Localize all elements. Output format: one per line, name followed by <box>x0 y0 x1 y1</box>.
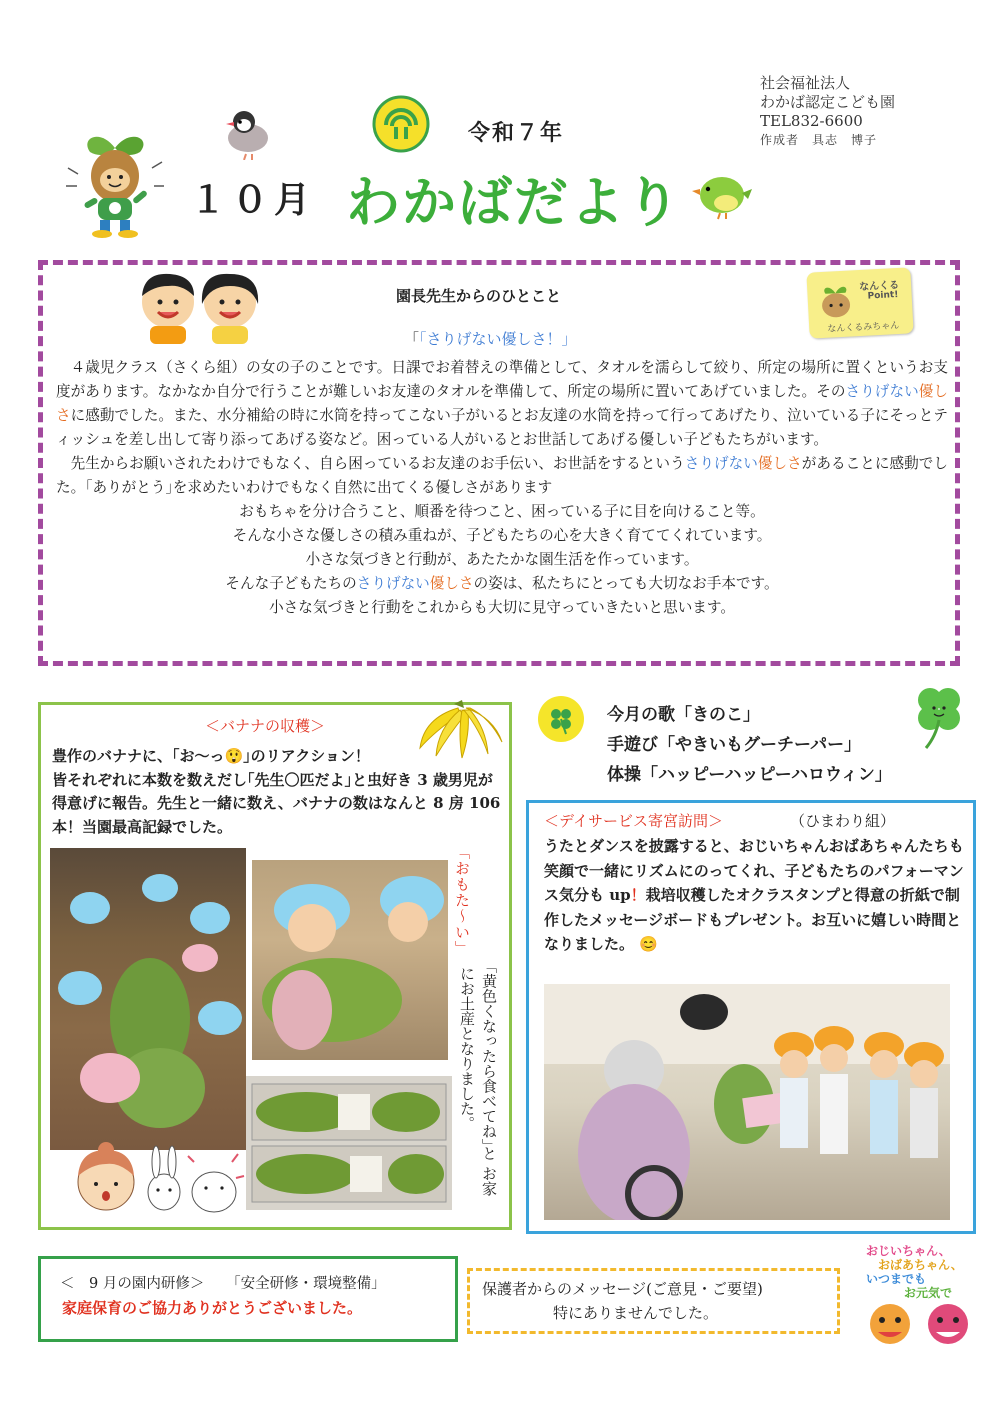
seedling-face-icon <box>815 280 857 322</box>
keyword-span: 優しさ <box>757 455 802 472</box>
principal-line: 小さな気づきと行動をこれからも大切に見守っていきたいと思います。 <box>269 599 735 616</box>
training-thanks: 家庭保育のご協力ありがとうございました。 <box>62 1299 363 1317</box>
stay-healthy-illustration <box>860 1240 978 1346</box>
text-span: 栽培収穫したオクラスタンプと得意の折紙で制作したメッセージボードもプレゼント。お互いに嬉しい時間となりました。 <box>544 886 962 953</box>
exclamation: ！ <box>630 886 646 904</box>
clover-badge-icon <box>536 694 586 744</box>
training-heading: ＜ 9 月の園内研修＞ 「安全研修・環境整備」 <box>60 1276 386 1292</box>
principal-line: そんな小さな優しさの積み重ねが、子どもたちの心を大きく育ててくれています。 <box>232 527 772 544</box>
badge-caption: なんくるみちゃん <box>827 320 900 335</box>
author: 作成者 具志 博子 <box>760 133 878 147</box>
banana-line-1: 豊作のバナナに、｢お〜っ😲｣のリアクション！ <box>52 747 370 765</box>
photo-scene <box>50 848 246 1150</box>
banana-caption: ｢黄色くなったら食べてね｣と お家にお土産となりました。 <box>458 966 498 1196</box>
corner-line: いつまでも <box>866 1272 927 1286</box>
banana-body: 皆それぞれに本数を数えだし｢先生〇匹だよ｣と虫好き 3 歳男児が得意げに報告。先生と一緒に数え、バナナの数はなんと 8 房 106 本！当園最高記録でした。 <box>52 770 501 836</box>
text-span: があることに感動でした。｢ありがとう｣を求めたいわけでもなく自然に出てくる優しさがあります <box>56 455 948 496</box>
hand-play-line: 手遊び「やきいもグーチーパー」 <box>607 735 862 755</box>
photo-scene <box>544 984 950 1220</box>
mascot-illustration <box>60 128 170 240</box>
nankuru-point-badge <box>806 267 913 338</box>
organization-info <box>760 74 895 150</box>
principal-paragraph-2 <box>56 452 948 500</box>
sparrow-icon <box>218 104 276 160</box>
corner-line: おばあちゃん、 <box>878 1258 963 1272</box>
text-span: ４歳児クラス（さくら組）の女の子のことです。日課でお着替えの準備として、タオルを濡らして絞り、所定の場所に置くというお支度があります。なかなか自分で行うことが難しいお友達のタオルを準備して、所定の場所に置いてあげていました。その <box>56 359 948 400</box>
text-span: に感動でした。また、水分補給の時に水筒を持ってこない子がいるとお友達の水筒を持って行ってあげたり、泣いている子にそっとティッシュを差し出して寄り添ってあげる姿など。困っている人がいるとお世話してあげる優しい子どもたちがいます。 <box>56 407 948 448</box>
keyword-span: さりげない <box>356 575 430 592</box>
parent-message-heading: 保護者からのメッセージ(ご意見・ご要望) <box>482 1280 763 1298</box>
day-service-photo <box>544 984 950 1220</box>
wakaba-logo-icon <box>372 95 430 153</box>
shisa-pair-icon <box>860 1298 978 1346</box>
banana-photo-boxes <box>246 1076 452 1210</box>
corner-line: お元気で <box>904 1286 953 1300</box>
principal-line <box>56 572 948 596</box>
day-service-heading: ＜デイサービス寄宮訪問＞ <box>544 812 723 830</box>
era-label: 令和７年 <box>468 121 565 146</box>
smile-icon: 😊 <box>639 935 658 953</box>
photo-scene <box>246 1076 452 1210</box>
quote-text: 「さりげない優しさ！」 <box>419 330 577 348</box>
principal-heading: 園長先生からのひとこと <box>396 287 562 305</box>
keyword-span: さりげない <box>684 455 758 472</box>
photo-scene <box>252 860 448 1060</box>
parent-message-body: 特にありませんでした。 <box>553 1304 719 1322</box>
month-label: １０月 <box>190 180 317 221</box>
school-name: わかば認定こども園 <box>760 93 896 111</box>
principal-line: 小さな気づきと行動が、あたたかな園生活を作っています。 <box>305 551 699 568</box>
green-bird-icon <box>692 165 752 221</box>
org-name: 社会福祉法人 <box>760 74 851 92</box>
corner-line: おじいちゃん、 <box>866 1244 951 1258</box>
day-service-body <box>544 834 964 957</box>
surprised-characters-illustration <box>68 1136 248 1222</box>
keyword-span: さりげない <box>845 383 919 400</box>
banana-heading: ＜バナナの収穫＞ <box>205 717 326 735</box>
text-span: そんな子どもたちの <box>225 575 357 592</box>
principal-line: おもちゃを分け合うこと、順番を待つこと、困っている子に目を向けること等。 <box>239 503 765 520</box>
banana-caption-heavy: ｢おもた〜い｣ <box>453 852 471 950</box>
principal-paragraph-1 <box>56 356 948 452</box>
phone-number: TEL832-6600 <box>760 112 863 130</box>
exercise-line: 体操「ハッピーハッピーハロウィン」 <box>607 765 892 785</box>
banana-text <box>52 745 504 839</box>
text-span: 先生からお願いされたわけでもなく、自ら困っているお友達のお手伝い、お世話をするという <box>70 455 685 472</box>
banana-photo-children <box>50 848 246 1150</box>
text-span: の姿は、私たちにとっても大切なお手本です。 <box>473 575 779 592</box>
text-span: うたとダンスを披露すると、おじいちゃんおばあちゃんたちも笑顔で一緒にリズムにのってくれ、子どもたちのパフォーマンス気分も up <box>544 837 964 904</box>
children-illustration <box>130 268 270 344</box>
banana-photo-girl <box>252 860 448 1060</box>
principal-quote: 「「さりげない優しさ！」 <box>404 330 577 348</box>
principal-body <box>56 356 948 620</box>
monthly-songs <box>607 700 892 790</box>
badge-title: なんくる <box>858 279 900 294</box>
badge-point: Point! <box>867 289 899 302</box>
day-service-group: （ひまわり組） <box>790 812 896 830</box>
newsletter-title: わかばだより <box>346 171 682 234</box>
keyword-span: 優しさ <box>429 575 474 592</box>
four-leaf-clover-icon <box>908 680 970 750</box>
song-line: 今月の歌「きのこ」 <box>607 705 760 725</box>
keyword-span: 優しさ <box>56 383 948 424</box>
